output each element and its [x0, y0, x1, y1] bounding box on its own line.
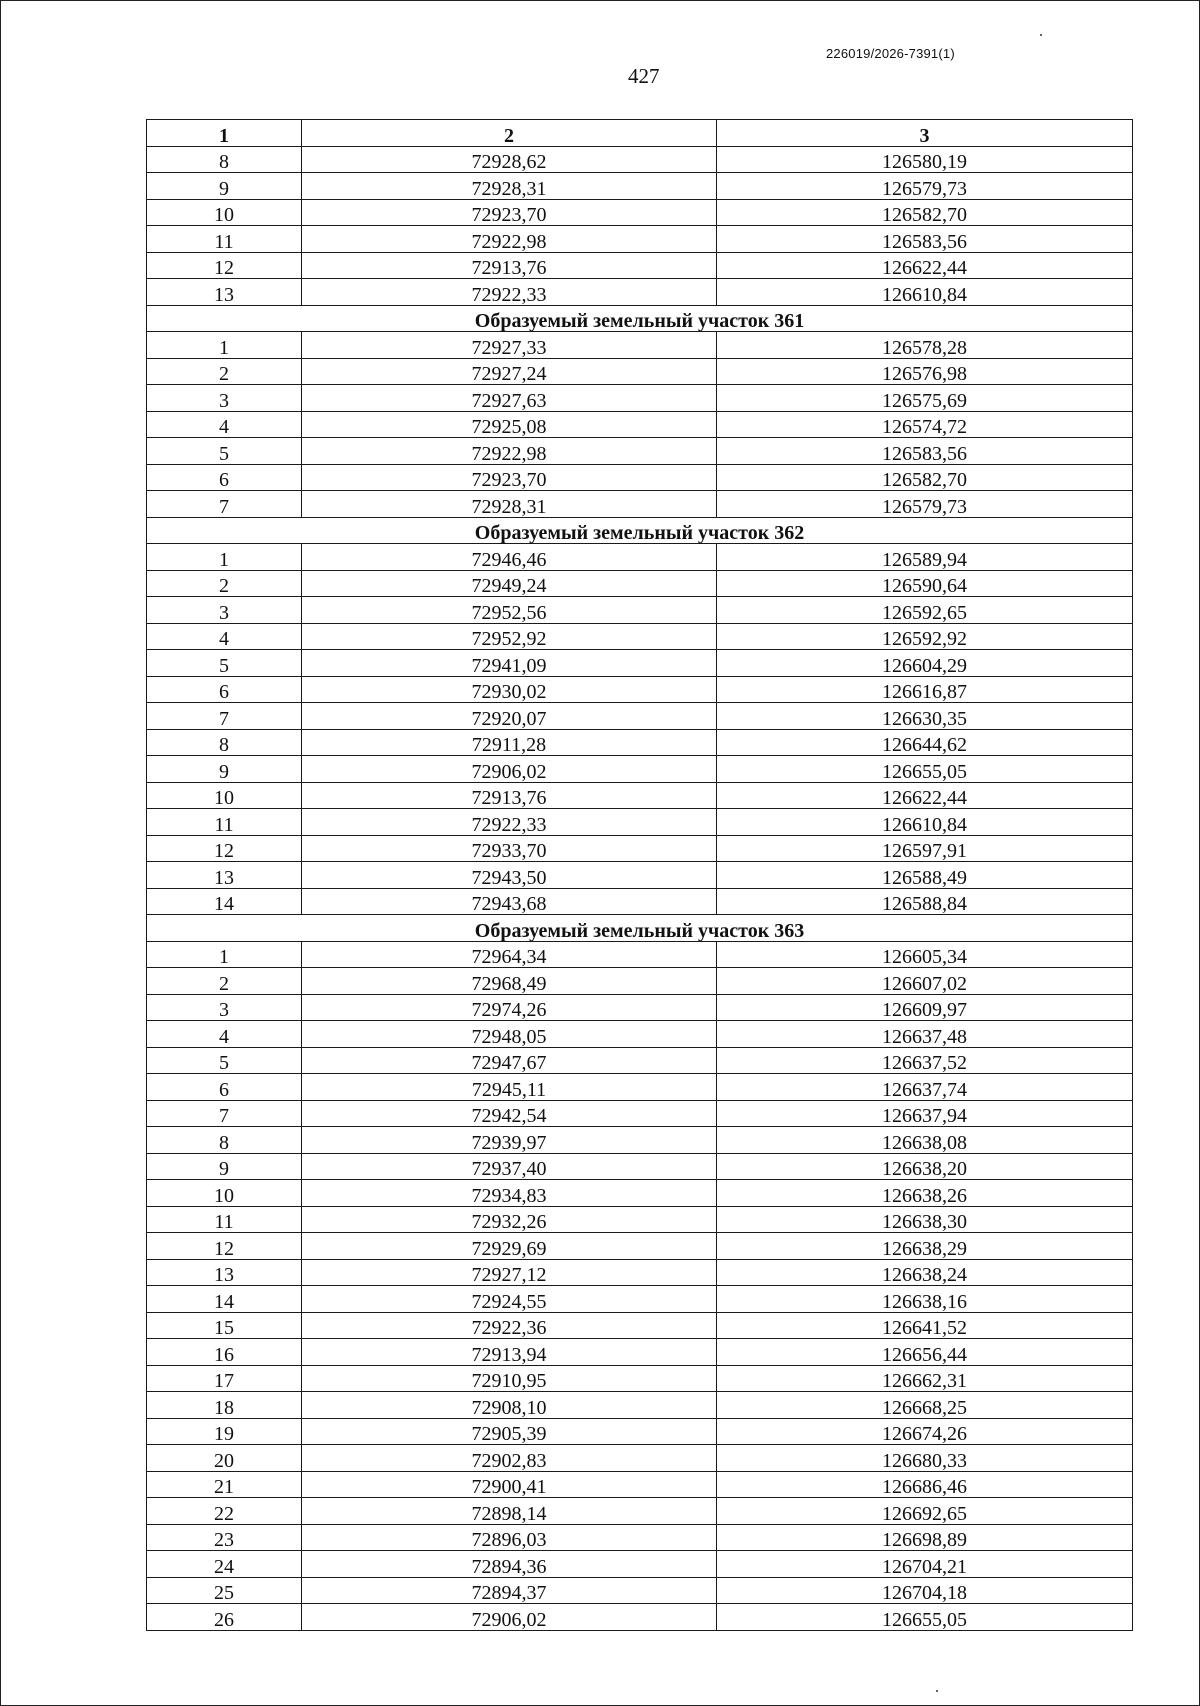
table-row	[147, 756, 1133, 783]
point-number-cell: 8	[147, 1127, 302, 1154]
x-coordinate-cell: 72937,40	[302, 1153, 717, 1180]
y-coordinate-cell: 126638,16	[717, 1286, 1133, 1313]
y-coordinate-cell: 126656,44	[717, 1339, 1133, 1366]
table-row	[147, 173, 1133, 200]
table-row	[147, 968, 1133, 995]
point-number-cell: 12	[147, 252, 302, 279]
x-coordinate-cell: 72923,70	[302, 199, 717, 226]
y-coordinate-cell: 126597,91	[717, 835, 1133, 862]
point-number-cell: 2	[147, 968, 302, 995]
point-number-cell: 13	[147, 862, 302, 889]
table-row	[147, 941, 1133, 968]
table-header-row	[147, 120, 1133, 147]
point-number-cell: 26	[147, 1604, 302, 1631]
point-number-cell: 9	[147, 1153, 302, 1180]
table-row	[147, 385, 1133, 412]
table-row	[147, 1365, 1133, 1392]
table-row	[147, 1259, 1133, 1286]
x-coordinate-cell: 72927,12	[302, 1259, 717, 1286]
table-row	[147, 1498, 1133, 1525]
point-number-cell: 12	[147, 835, 302, 862]
table-row	[147, 597, 1133, 624]
section-header-row	[147, 517, 1133, 544]
y-coordinate-cell: 126622,44	[717, 782, 1133, 809]
table-row	[147, 782, 1133, 809]
y-coordinate-cell: 126575,69	[717, 385, 1133, 412]
table-row	[147, 1127, 1133, 1154]
table-row	[147, 279, 1133, 306]
y-coordinate-cell: 126630,35	[717, 703, 1133, 730]
point-number-cell: 25	[147, 1577, 302, 1604]
point-number-cell: 1	[147, 544, 302, 571]
x-coordinate-cell: 72948,05	[302, 1021, 717, 1048]
table-row	[147, 1021, 1133, 1048]
coordinates-table	[146, 119, 1133, 1631]
x-coordinate-cell: 72930,02	[302, 676, 717, 703]
table-row	[147, 729, 1133, 756]
point-number-cell: 18	[147, 1392, 302, 1419]
table-row	[147, 332, 1133, 359]
x-coordinate-cell: 72968,49	[302, 968, 717, 995]
point-number-cell: 13	[147, 1259, 302, 1286]
table-row	[147, 491, 1133, 518]
x-coordinate-cell: 72942,54	[302, 1100, 717, 1127]
point-number-cell: 4	[147, 411, 302, 438]
x-coordinate-cell: 72911,28	[302, 729, 717, 756]
y-coordinate-cell: 126579,73	[717, 491, 1133, 518]
x-coordinate-cell: 72922,36	[302, 1312, 717, 1339]
table-row	[147, 146, 1133, 173]
x-coordinate-cell: 72946,46	[302, 544, 717, 571]
column-header: 3	[717, 120, 1133, 147]
y-coordinate-cell: 126605,34	[717, 941, 1133, 968]
x-coordinate-cell: 72934,83	[302, 1180, 717, 1207]
point-number-cell: 9	[147, 173, 302, 200]
y-coordinate-cell: 126583,56	[717, 438, 1133, 465]
point-number-cell: 7	[147, 1100, 302, 1127]
x-coordinate-cell: 72922,33	[302, 279, 717, 306]
column-header: 1	[147, 120, 302, 147]
point-number-cell: 11	[147, 226, 302, 253]
table-row	[147, 1074, 1133, 1101]
x-coordinate-cell: 72933,70	[302, 835, 717, 862]
table-row	[147, 570, 1133, 597]
table-row	[147, 1153, 1133, 1180]
y-coordinate-cell: 126578,28	[717, 332, 1133, 359]
x-coordinate-cell: 72941,09	[302, 650, 717, 677]
point-number-cell: 9	[147, 756, 302, 783]
point-number-cell: 19	[147, 1418, 302, 1445]
y-coordinate-cell: 126576,98	[717, 358, 1133, 385]
point-number-cell: 7	[147, 491, 302, 518]
y-coordinate-cell: 126582,70	[717, 199, 1133, 226]
y-coordinate-cell: 126637,52	[717, 1047, 1133, 1074]
section-title: Образуемый земельный участок 361	[147, 305, 1133, 332]
table-row	[147, 703, 1133, 730]
x-coordinate-cell: 72922,98	[302, 226, 717, 253]
point-number-cell: 20	[147, 1445, 302, 1472]
table-row	[147, 1339, 1133, 1366]
x-coordinate-cell: 72925,08	[302, 411, 717, 438]
x-coordinate-cell: 72902,83	[302, 1445, 717, 1472]
y-coordinate-cell: 126638,08	[717, 1127, 1133, 1154]
table-row	[147, 1312, 1133, 1339]
y-coordinate-cell: 126704,18	[717, 1577, 1133, 1604]
y-coordinate-cell: 126638,30	[717, 1206, 1133, 1233]
section-header-row	[147, 915, 1133, 942]
table-row	[147, 464, 1133, 491]
y-coordinate-cell: 126579,73	[717, 173, 1133, 200]
x-coordinate-cell: 72922,98	[302, 438, 717, 465]
column-header: 2	[302, 120, 717, 147]
document-number: 226019/2026-7391(1)	[826, 46, 955, 61]
y-coordinate-cell: 126680,33	[717, 1445, 1133, 1472]
x-coordinate-cell: 72927,24	[302, 358, 717, 385]
x-coordinate-cell: 72943,50	[302, 862, 717, 889]
point-number-cell: 6	[147, 1074, 302, 1101]
y-coordinate-cell: 126704,21	[717, 1551, 1133, 1578]
table-row	[147, 438, 1133, 465]
table-row	[147, 358, 1133, 385]
point-number-cell: 3	[147, 994, 302, 1021]
point-number-cell: 17	[147, 1365, 302, 1392]
table-row	[147, 623, 1133, 650]
x-coordinate-cell: 72945,11	[302, 1074, 717, 1101]
table-row	[147, 862, 1133, 889]
y-coordinate-cell: 126588,49	[717, 862, 1133, 889]
x-coordinate-cell: 72943,68	[302, 888, 717, 915]
table-row	[147, 1551, 1133, 1578]
y-coordinate-cell: 126655,05	[717, 756, 1133, 783]
y-coordinate-cell: 126674,26	[717, 1418, 1133, 1445]
point-number-cell: 8	[147, 146, 302, 173]
point-number-cell: 15	[147, 1312, 302, 1339]
point-number-cell: 8	[147, 729, 302, 756]
y-coordinate-cell: 126641,52	[717, 1312, 1133, 1339]
table-row	[147, 1604, 1133, 1631]
point-number-cell: 1	[147, 332, 302, 359]
x-coordinate-cell: 72949,24	[302, 570, 717, 597]
x-coordinate-cell: 72906,02	[302, 756, 717, 783]
table-row	[147, 1418, 1133, 1445]
point-number-cell: 12	[147, 1233, 302, 1260]
x-coordinate-cell: 72927,33	[302, 332, 717, 359]
x-coordinate-cell: 72913,76	[302, 252, 717, 279]
y-coordinate-cell: 126638,29	[717, 1233, 1133, 1260]
y-coordinate-cell: 126668,25	[717, 1392, 1133, 1419]
section-header-row	[147, 305, 1133, 332]
y-coordinate-cell: 126637,74	[717, 1074, 1133, 1101]
point-number-cell: 23	[147, 1524, 302, 1551]
table-row	[147, 835, 1133, 862]
y-coordinate-cell: 126644,62	[717, 729, 1133, 756]
point-number-cell: 2	[147, 570, 302, 597]
x-coordinate-cell: 72913,76	[302, 782, 717, 809]
point-number-cell: 11	[147, 809, 302, 836]
y-coordinate-cell: 126638,26	[717, 1180, 1133, 1207]
y-coordinate-cell: 126583,56	[717, 226, 1133, 253]
x-coordinate-cell: 72947,67	[302, 1047, 717, 1074]
point-number-cell: 10	[147, 782, 302, 809]
x-coordinate-cell: 72928,31	[302, 173, 717, 200]
y-coordinate-cell: 126662,31	[717, 1365, 1133, 1392]
point-number-cell: 6	[147, 464, 302, 491]
x-coordinate-cell: 72908,10	[302, 1392, 717, 1419]
coordinates-table-body	[147, 120, 1133, 1631]
table-row	[147, 809, 1133, 836]
x-coordinate-cell: 72894,36	[302, 1551, 717, 1578]
x-coordinate-cell: 72924,55	[302, 1286, 717, 1313]
point-number-cell: 6	[147, 676, 302, 703]
x-coordinate-cell: 72927,63	[302, 385, 717, 412]
table-row	[147, 544, 1133, 571]
point-number-cell: 21	[147, 1471, 302, 1498]
scan-speck	[1040, 34, 1042, 36]
x-coordinate-cell: 72928,31	[302, 491, 717, 518]
point-number-cell: 10	[147, 199, 302, 226]
y-coordinate-cell: 126604,29	[717, 650, 1133, 677]
point-number-cell: 5	[147, 1047, 302, 1074]
section-title: Образуемый земельный участок 363	[147, 915, 1133, 942]
y-coordinate-cell: 126590,64	[717, 570, 1133, 597]
point-number-cell: 4	[147, 623, 302, 650]
table-row	[147, 1445, 1133, 1472]
x-coordinate-cell: 72910,95	[302, 1365, 717, 1392]
y-coordinate-cell: 126616,87	[717, 676, 1133, 703]
point-number-cell: 7	[147, 703, 302, 730]
point-number-cell: 1	[147, 941, 302, 968]
table-row	[147, 994, 1133, 1021]
x-coordinate-cell: 72929,69	[302, 1233, 717, 1260]
y-coordinate-cell: 126610,84	[717, 809, 1133, 836]
x-coordinate-cell: 72922,33	[302, 809, 717, 836]
point-number-cell: 13	[147, 279, 302, 306]
point-number-cell: 3	[147, 385, 302, 412]
point-number-cell: 4	[147, 1021, 302, 1048]
y-coordinate-cell: 126622,44	[717, 252, 1133, 279]
y-coordinate-cell: 126580,19	[717, 146, 1133, 173]
table-row	[147, 676, 1133, 703]
page-number: 427	[628, 64, 660, 88]
y-coordinate-cell: 126610,84	[717, 279, 1133, 306]
point-number-cell: 5	[147, 650, 302, 677]
table-row	[147, 888, 1133, 915]
x-coordinate-cell: 72913,94	[302, 1339, 717, 1366]
point-number-cell: 16	[147, 1339, 302, 1366]
x-coordinate-cell: 72905,39	[302, 1418, 717, 1445]
table-row	[147, 650, 1133, 677]
x-coordinate-cell: 72898,14	[302, 1498, 717, 1525]
y-coordinate-cell: 126609,97	[717, 994, 1133, 1021]
x-coordinate-cell: 72964,34	[302, 941, 717, 968]
table-row	[147, 226, 1133, 253]
x-coordinate-cell: 72900,41	[302, 1471, 717, 1498]
table-row	[147, 1392, 1133, 1419]
y-coordinate-cell: 126638,24	[717, 1259, 1133, 1286]
x-coordinate-cell: 72894,37	[302, 1577, 717, 1604]
point-number-cell: 14	[147, 1286, 302, 1313]
scan-speck	[936, 1690, 938, 1692]
x-coordinate-cell: 72939,97	[302, 1127, 717, 1154]
point-number-cell: 11	[147, 1206, 302, 1233]
point-number-cell: 3	[147, 597, 302, 624]
table-row	[147, 1471, 1133, 1498]
y-coordinate-cell: 126698,89	[717, 1524, 1133, 1551]
y-coordinate-cell: 126637,48	[717, 1021, 1133, 1048]
y-coordinate-cell: 126589,94	[717, 544, 1133, 571]
table-row	[147, 1524, 1133, 1551]
y-coordinate-cell: 126588,84	[717, 888, 1133, 915]
x-coordinate-cell: 72896,03	[302, 1524, 717, 1551]
point-number-cell: 10	[147, 1180, 302, 1207]
y-coordinate-cell: 126574,72	[717, 411, 1133, 438]
table-row	[147, 1047, 1133, 1074]
x-coordinate-cell: 72952,56	[302, 597, 717, 624]
y-coordinate-cell: 126582,70	[717, 464, 1133, 491]
point-number-cell: 24	[147, 1551, 302, 1578]
y-coordinate-cell: 126686,46	[717, 1471, 1133, 1498]
x-coordinate-cell: 72923,70	[302, 464, 717, 491]
x-coordinate-cell: 72952,92	[302, 623, 717, 650]
y-coordinate-cell: 126592,65	[717, 597, 1133, 624]
y-coordinate-cell: 126592,92	[717, 623, 1133, 650]
table-row	[147, 199, 1133, 226]
x-coordinate-cell: 72920,07	[302, 703, 717, 730]
y-coordinate-cell: 126637,94	[717, 1100, 1133, 1127]
point-number-cell: 22	[147, 1498, 302, 1525]
point-number-cell: 14	[147, 888, 302, 915]
y-coordinate-cell: 126655,05	[717, 1604, 1133, 1631]
table-row	[147, 1233, 1133, 1260]
x-coordinate-cell: 72932,26	[302, 1206, 717, 1233]
table-row	[147, 1206, 1133, 1233]
x-coordinate-cell: 72906,02	[302, 1604, 717, 1631]
y-coordinate-cell: 126638,20	[717, 1153, 1133, 1180]
y-coordinate-cell: 126692,65	[717, 1498, 1133, 1525]
table-row	[147, 1180, 1133, 1207]
table-row	[147, 1577, 1133, 1604]
y-coordinate-cell: 126607,02	[717, 968, 1133, 995]
section-title: Образуемый земельный участок 362	[147, 517, 1133, 544]
point-number-cell: 2	[147, 358, 302, 385]
table-row	[147, 411, 1133, 438]
table-row	[147, 252, 1133, 279]
table-row	[147, 1100, 1133, 1127]
x-coordinate-cell: 72974,26	[302, 994, 717, 1021]
point-number-cell: 5	[147, 438, 302, 465]
x-coordinate-cell: 72928,62	[302, 146, 717, 173]
table-row	[147, 1286, 1133, 1313]
